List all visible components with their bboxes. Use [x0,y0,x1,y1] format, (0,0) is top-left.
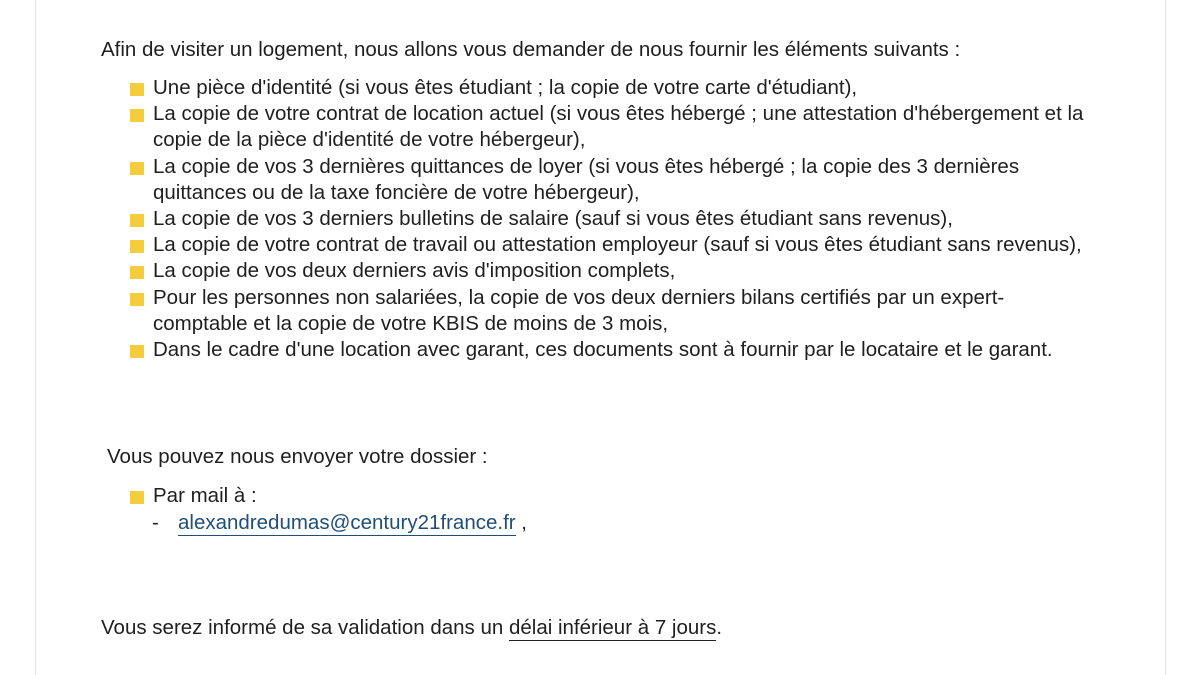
square-bullet-icon [130,109,144,122]
dash-marker: - [152,511,159,534]
square-bullet-icon [130,266,144,279]
square-bullet-icon [130,162,144,175]
square-bullet-icon [130,491,144,504]
list-item [130,337,1090,363]
list-item [130,258,1090,284]
square-bullet-icon [130,293,144,306]
list-item-text: Pour les personnes non salariées, la copie de vos deux derniers bilans certifiés par un expert-comptable et la copie de votre KBIS de moins de 3 mois, [153,285,1005,335]
mail-label: Par mail à : [153,484,257,507]
list-item-text: La copie de votre contrat de travail ou attestation employeur (sauf si vous êtes étudiant sans revenus), [153,233,1082,257]
send-dossier-heading: Vous pouvez nous envoyer votre dossier : [107,445,488,468]
list-item [130,232,1090,258]
mail-list-item [130,483,257,509]
list-item-text: La copie de vos 3 derniers bulletins de salaire (sauf si vous êtes étudiant sans revenus), [153,207,953,231]
validation-info [101,615,722,641]
list-item-text: La copie de vos 3 dernières quittances de loyer (si vous êtes hébergé ; la copie des 3 dernières quittances ou de la taxe foncière de votre hébergeur), [153,154,1020,204]
square-bullet-icon [130,214,144,227]
required-documents-list [130,75,1090,363]
square-bullet-icon [130,240,144,253]
list-item-text: Dans le cadre d'une location avec garant, ces documents sont à fournir par le locataire et le garant. [153,338,1053,362]
list-item-text: La copie de votre contrat de location actuel (si vous êtes hébergé ; une attestation d'hébergement et la copie de la pièce d'identité de votre hébergeur), [153,102,1084,152]
square-bullet-icon [130,83,144,96]
email-line [152,510,527,536]
intro-paragraph: Afin de visiter un logement, nous allons vous demander de nous fournir les éléments suivants : [101,38,961,61]
page-frame-right [1165,0,1166,675]
list-item-text: La copie de vos deux derniers avis d'imposition complets, [153,259,676,283]
list-item-text: Une pièce d'identité (si vous êtes étudiant ; la copie de votre carte d'étudiant), [153,76,858,99]
email-suffix: , [515,511,528,534]
validation-prefix: Vous serez informé de sa validation dans un [101,616,509,639]
list-item [130,75,1090,101]
email-link[interactable]: alexandredumas@century21france.fr [178,511,516,534]
list-item [130,154,1090,206]
list-item [130,285,1090,337]
list-item [130,206,1090,232]
page-frame-left [35,0,36,675]
square-bullet-icon [130,345,144,358]
validation-delay: délai inférieur à 7 jours [508,616,717,639]
validation-suffix: . [716,616,723,639]
list-item [130,101,1090,153]
